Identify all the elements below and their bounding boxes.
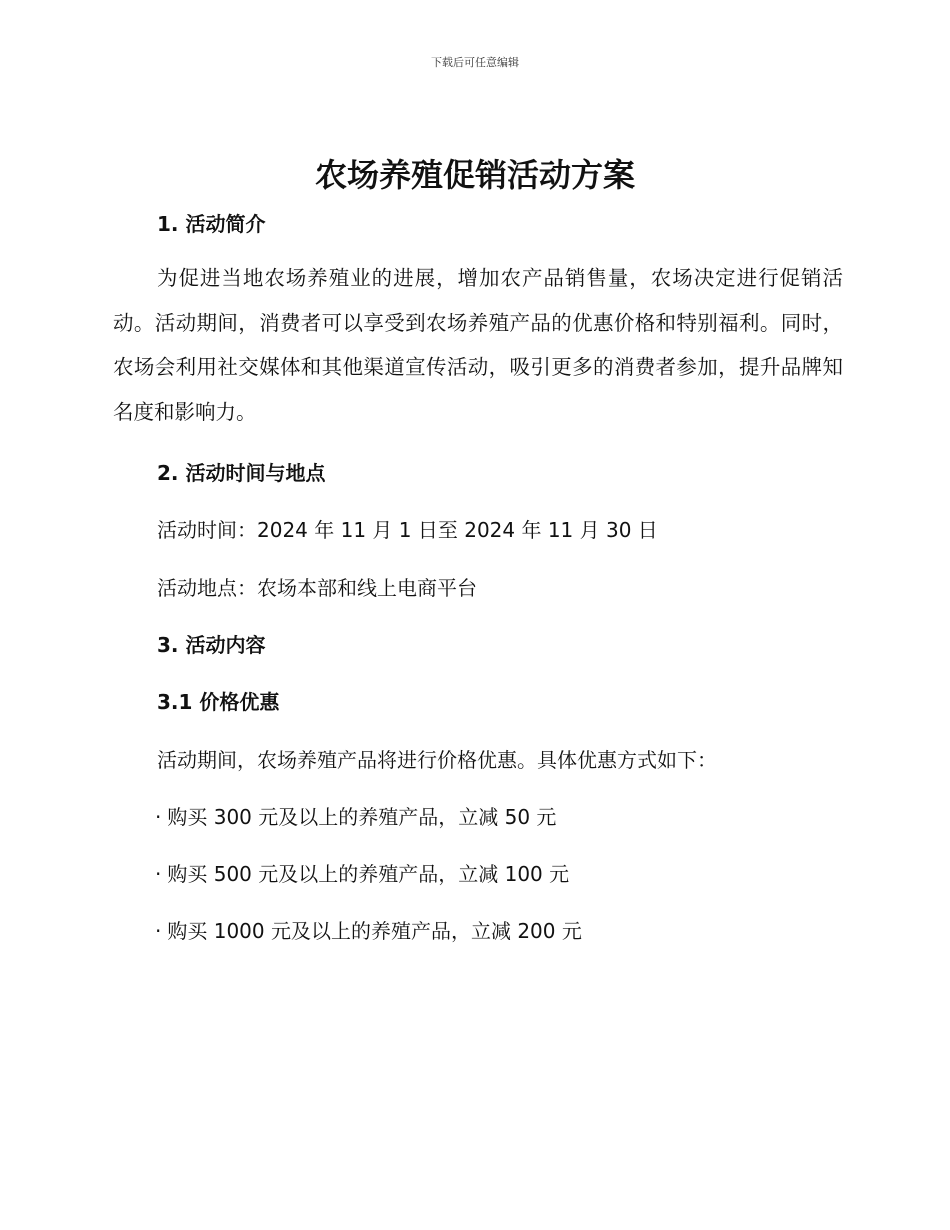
- section-heading-time-place: 2. 活动时间与地点: [157, 461, 326, 485]
- list-item-text: 购买 1000 元及以上的养殖产品，立减 200 元: [167, 919, 582, 943]
- page-header-note: 下载后可任意编辑: [431, 56, 519, 69]
- event-place-line: 活动地点：农场本部和线上电商平台: [157, 576, 477, 600]
- subsection-heading-price: 3.1 价格优惠: [157, 690, 280, 714]
- price-intro-line: 活动期间，农场养殖产品将进行价格优惠。具体优惠方式如下：: [157, 748, 717, 772]
- bullet-dot-icon: ·: [155, 862, 162, 886]
- list-item: [155, 915, 582, 944]
- list-item-text: 购买 500 元及以上的养殖产品，立减 100 元: [167, 862, 570, 886]
- section-heading-intro: 1. 活动简介: [157, 212, 266, 236]
- list-item-text: 购买 300 元及以上的养殖产品，立减 50 元: [167, 805, 557, 829]
- section-heading-content: 3. 活动内容: [157, 633, 266, 657]
- intro-paragraph: 为促进当地农场养殖业的进展，增加农产品销售量，农场决定进行促销活动。活动期间，消费者可以享受到农场养殖产品的优惠价格和特别福利。同时，农场会利用社交媒体和其他渠道宣传活动，吸引更多的消费者参加，提升品牌知名度和影响力。: [113, 266, 843, 424]
- list-item: [155, 858, 569, 887]
- document-title: 农场养殖促销活动方案: [314, 156, 635, 194]
- list-item: [155, 801, 556, 830]
- bullet-dot-icon: ·: [155, 919, 162, 943]
- bullet-dot-icon: ·: [155, 805, 162, 829]
- event-time-line: 活动时间：2024 年 11 月 1 日至 2024 年 11 月 30 日: [157, 518, 658, 542]
